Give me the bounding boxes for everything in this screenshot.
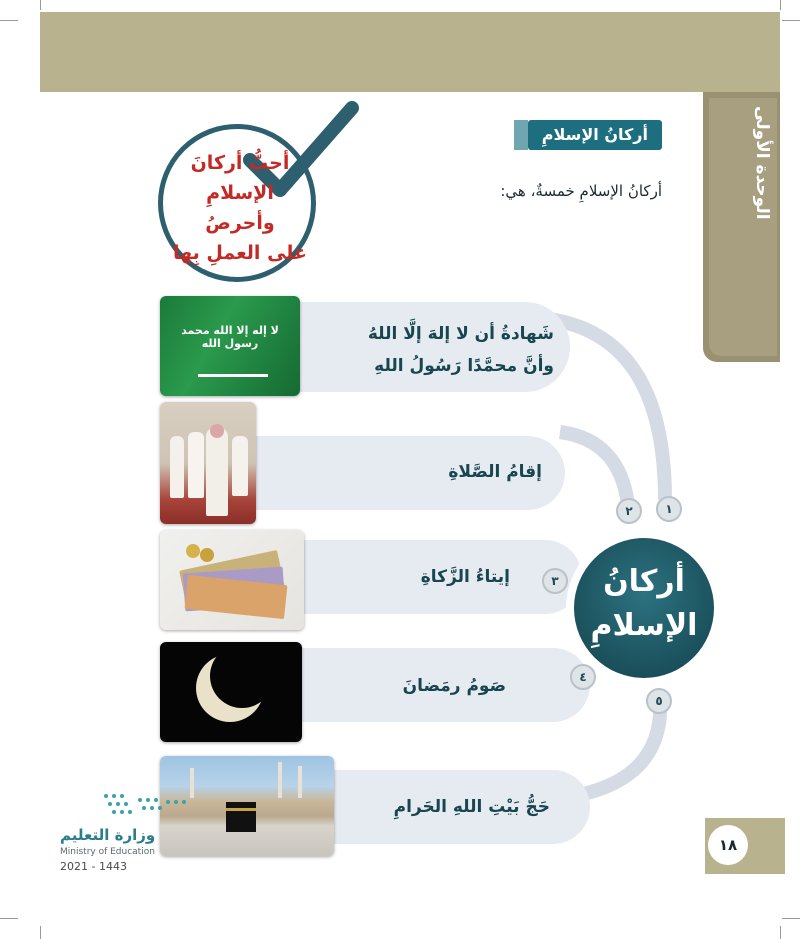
pillar-5-text: حَجُّ بَيْتِ اللهِ الحَرامِ [393,797,550,817]
pillar-2-text: إقامُ الصَّلاةِ [448,462,542,482]
pillar-1-line-1: شَهادةُ أن لا إلهَ إلَّا اللهُ [367,324,554,344]
pillar-number-2: ٢ [616,498,642,524]
ministry-logo-icon [100,790,190,822]
pillar-1-line-2: وأنَّ محمَّدًا رَسُولُ اللهِ [374,356,554,376]
section-title: أركانُ الإسلامِ [528,120,662,150]
unit-label: الوحدة الأولى [752,106,772,220]
pillar-number-4: ٤ [570,664,596,690]
pillar-3-text: إيتاءُ الزَّكاةِ [420,567,510,587]
ministry-name-en: Ministry of Education [60,847,155,857]
saudi-flag-image [160,296,300,396]
hub-line-2: الإسلامِ [590,608,698,643]
pillar-4-text: صَومُ رمَضانَ [402,676,506,696]
badge-line-1: أحبُّ أركانَ [190,152,290,174]
flag-sword [198,374,268,377]
pillar-number-1: ١ [656,496,682,522]
crescent-moon-icon [160,642,302,742]
praying-children-image [160,402,256,524]
page-number: ١٨ [708,825,748,865]
money-image [160,530,304,630]
badge-line-3: على العملِ بِها [172,242,308,264]
ministry-year: 2021 - 1443 [60,860,127,873]
hub-line-1: أركانُ [603,564,685,599]
ministry-name-ar: وزارة التعليم [60,826,156,844]
crescent-moon-image [160,642,302,742]
intro-text: أركانُ الإسلامِ خمسةٌ، هي: [500,182,662,200]
hub-title [574,560,714,648]
pillar-1-text [294,318,554,382]
pillar-number-3: ٣ [542,568,568,594]
badge-line-2: الإسلامِ وأحرصُ [205,182,275,234]
pillar-number-5: ٥ [646,688,672,714]
flag-shahada-text: لا إله إلا الله محمد رسول الله [181,324,279,350]
